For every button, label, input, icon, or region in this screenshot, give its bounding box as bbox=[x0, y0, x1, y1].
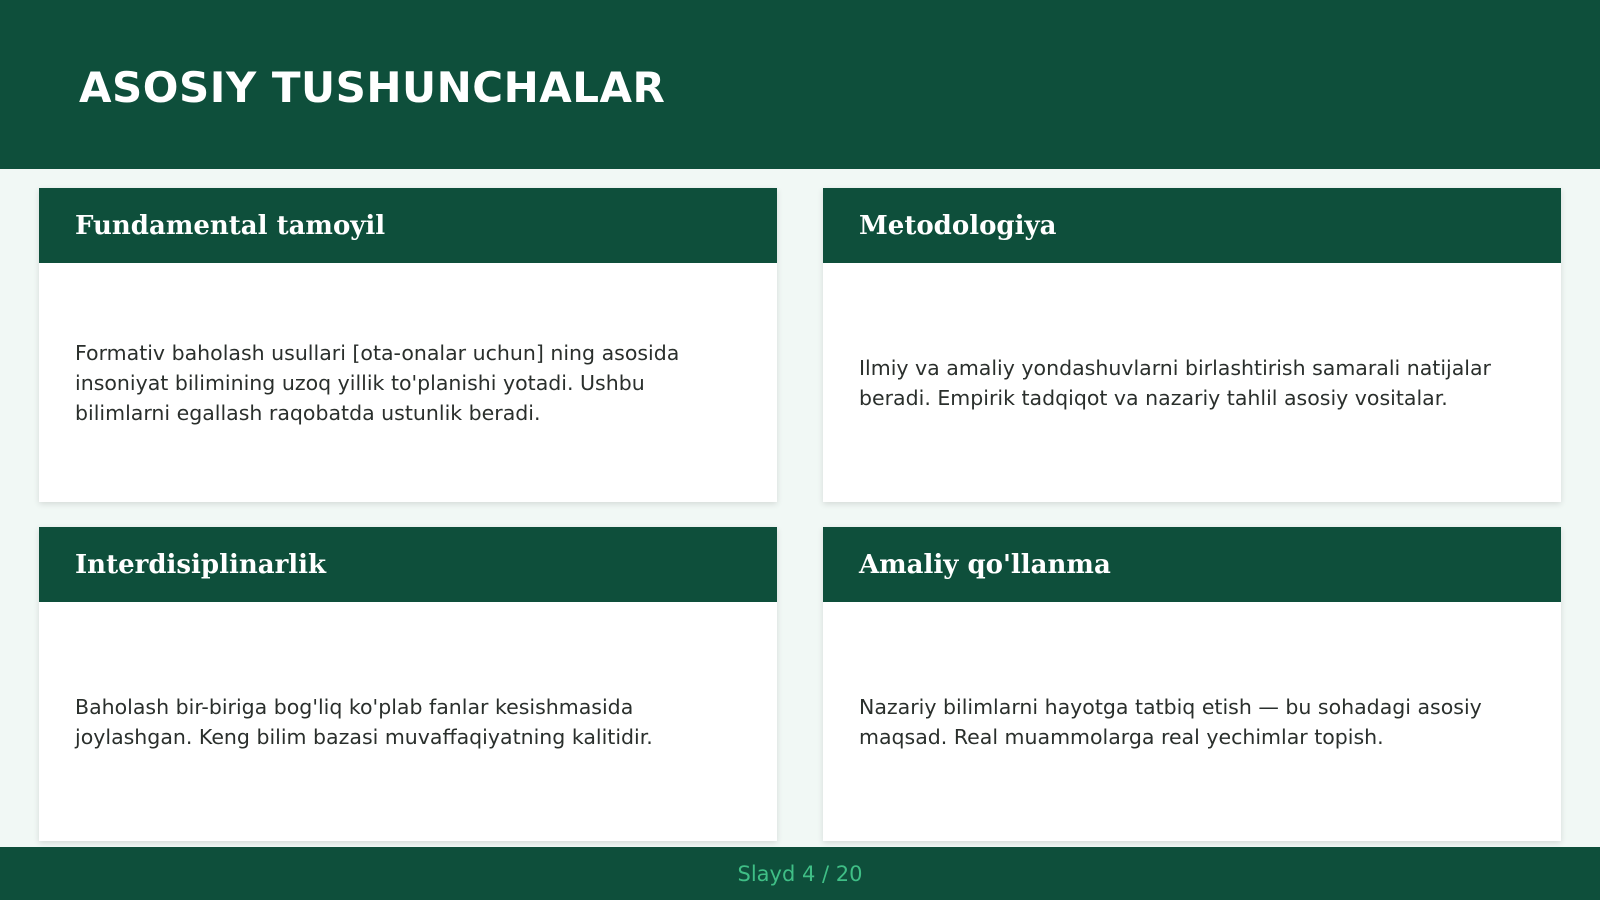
card-metodologiya bbox=[823, 188, 1561, 502]
card-title: Metodologiya bbox=[859, 210, 1057, 241]
card-amaliy-qollanma bbox=[823, 527, 1561, 841]
card-body bbox=[823, 263, 1561, 502]
card-title: Amaliy qo'llanma bbox=[859, 549, 1111, 580]
card-fundamental-tamoyil bbox=[39, 188, 777, 502]
card-header bbox=[823, 188, 1561, 263]
slide-header bbox=[0, 0, 1600, 169]
card-body bbox=[39, 602, 777, 841]
card-text: Ilmiy va amaliy yondashuvlarni birlashtirish samarali natijalar beradi. Empirik tadqiqot va nazariy tahlil asosiy vositalar. bbox=[859, 355, 1491, 410]
card-text: Formativ baholash usullari [ota-onalar uchun] ning asosida insoniyat bilimining uzoq yillik to'planishi yotadi. Ushbu bilimlarni egallash raqobatda ustunlik beradi. bbox=[75, 340, 680, 425]
card-text: Nazariy bilimlarni hayotga tatbiq etish — bu sohadagi asosiy maqsad. Real muammolarga real yechimlar topish. bbox=[859, 694, 1482, 749]
card-body bbox=[39, 263, 777, 502]
page-counter: Slayd 4 / 20 bbox=[737, 861, 863, 886]
slide-footer bbox=[0, 847, 1600, 900]
card-interdisiplinarlik bbox=[39, 527, 777, 841]
card-title: Fundamental tamoyil bbox=[75, 210, 386, 241]
card-header bbox=[39, 188, 777, 263]
card-text: Baholash bir-biriga bog'liq ko'plab fanlar kesishmasida joylashgan. Keng bilim bazasi muvaffaqiyatning kalitidir. bbox=[75, 694, 653, 749]
card-header bbox=[39, 527, 777, 602]
card-header bbox=[823, 527, 1561, 602]
slide-title: ASOSIY TUSHUNCHALAR bbox=[79, 63, 666, 112]
cards-grid bbox=[39, 188, 1561, 840]
card-title: Interdisiplinarlik bbox=[75, 549, 327, 580]
card-body bbox=[823, 602, 1561, 841]
